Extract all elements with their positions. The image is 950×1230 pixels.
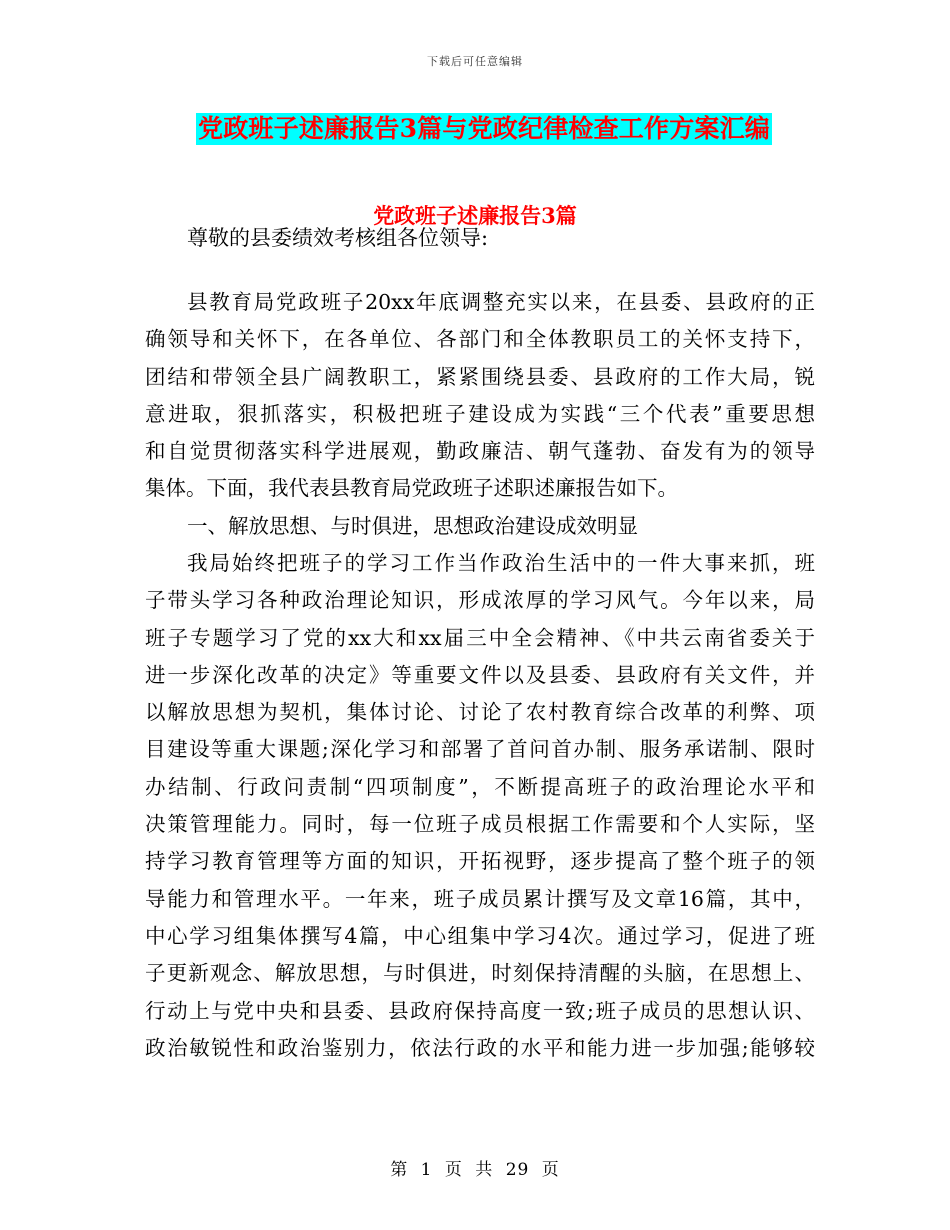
- paragraph-line: 目建设等重大课题;深化学习和部署了首问首办制、服务承诺制、限时: [145, 737, 815, 762]
- paragraph-line: 决策管理能力。同时，每一位班子成员根据工作需要和个人实际，坚: [145, 812, 815, 837]
- paragraph-line: 意进取，狠抓落实，积极把班子建设成为实践“三个代表”重要思想: [145, 401, 815, 426]
- section-title: 党政班子述廉报告3篇: [373, 203, 577, 228]
- paragraph-line: 和自觉贯彻落实科学进展观，勤政廉洁、朝气蓬勃、奋发有为的领导: [145, 439, 815, 464]
- paragraph-line: 团结和带领全县广阔教职工，紧紧围绕县委、县政府的工作大局，锐: [145, 364, 815, 389]
- paragraph-line: 子更新观念、解放思想，与时俱进，时刻保持清醒的头脑，在思想上、: [145, 961, 815, 986]
- paragraph-line: 班子专题学习了党的xx大和xx届三中全会精神、《中共云南省委关于: [145, 625, 815, 650]
- paragraph-line: 政治敏锐性和政治鉴别力，依法行政的水平和能力进一步加强;能够较: [145, 1035, 815, 1060]
- paragraph-line: 我局始终把班子的学习工作当作政治生活中的一件大事来抓，班: [187, 551, 815, 575]
- page-header-note: 下载后可任意编辑: [427, 55, 523, 68]
- paragraph-line: 行动上与党中央和县委、县政府保持高度一致;班子成员的思想认识、: [145, 998, 815, 1023]
- paragraph-line: 持学习教育管理等方面的知识，开拓视野，逐步提高了整个班子的领: [145, 849, 815, 874]
- page-number-footer: 第 1 页 共 29 页: [390, 1160, 560, 1180]
- paragraph-line: 集体。下面，我代表县教育局党政班子述职述廉报告如下。: [145, 476, 678, 501]
- paragraph-line: 中心学习组集体撰写4篇，中心组集中学习4次。通过学习，促进了班: [145, 923, 815, 948]
- paragraph-2: [145, 545, 815, 1067]
- paragraph-line: 导能力和管理水平。一年来，班子成员累计撰写及文章16篇，其中，: [145, 886, 815, 911]
- paragraph-line: 办结制、行政问责制“四项制度”，不断提高班子的政治理论水平和: [145, 774, 815, 799]
- paragraph-line: 子带头学习各种政治理论知识，形成浓厚的学习风气。今年以来，局: [145, 588, 815, 613]
- paragraph-line: 县教育局党政班子20xx年底调整充实以来，在县委、县政府的正: [187, 290, 815, 314]
- heading-point-1: [145, 508, 815, 545]
- paragraph-line: 进一步深化改革的决定》等重要文件以及县委、县政府有关文件，并: [145, 662, 815, 687]
- paragraph-line: 确领导和关怀下，在各单位、各部门和全体教职员工的关怀支持下，: [145, 327, 815, 352]
- paragraph-1: [145, 284, 815, 508]
- paragraph-line: 一、解放思想、与时俱进，思想政治建设成效明显: [187, 514, 638, 538]
- paragraph-line: 以解放思想为契机，集体讨论、讨论了农村教育综合改革的利弊、项: [145, 700, 815, 725]
- greeting-line: 尊敬的县委绩效考核组各位领导:: [187, 226, 489, 250]
- document-title: 党政班子述廉报告3篇与党政纪律检查工作方案汇编: [198, 114, 770, 143]
